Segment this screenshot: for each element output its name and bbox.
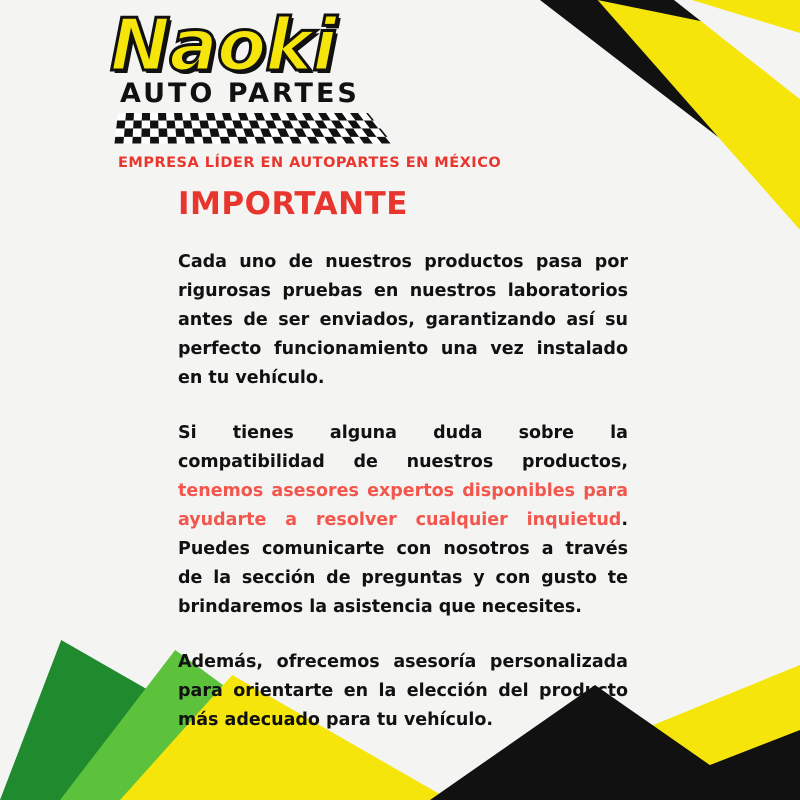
notice-content — [178, 186, 628, 735]
paragraph-support-highlight: tenemos asesores expertos disponibles para ayudarte a resolver cualquier inquietud — [178, 481, 628, 530]
paragraph-advisory: Además, ofrecemos asesoría personalizada para orientarte en la elección del producto más adecuado para tu vehículo. — [178, 652, 628, 730]
paragraph-quality: Cada uno de nuestros productos pasa por rigurosas pruebas en nuestros laboratorios antes de ser enviados, garantizando así su perfecto funcionamiento una vez instalado en tu vehículo. — [178, 252, 628, 388]
brand-tagline: EMPRESA LÍDER EN AUTOPARTES EN MÉXICO — [118, 155, 502, 171]
paragraph-support-lead: Si tienes alguna duda sobre la compatibilidad de nuestros productos, — [178, 423, 628, 472]
paragraph-support-tail: . Puedes comunicarte con nosotros a través de la sección de preguntas y con gusto te brindaremos la asistencia que necesites. — [178, 510, 628, 617]
paragraph-support — [178, 419, 628, 622]
brand-header — [0, 0, 520, 171]
brand-wordmark: Naoki — [110, 3, 336, 87]
page-title: IMPORTANTE — [178, 186, 408, 222]
checkered-flag-icon — [114, 113, 392, 144]
brand-subtitle: AUTO PARTES — [120, 78, 360, 109]
